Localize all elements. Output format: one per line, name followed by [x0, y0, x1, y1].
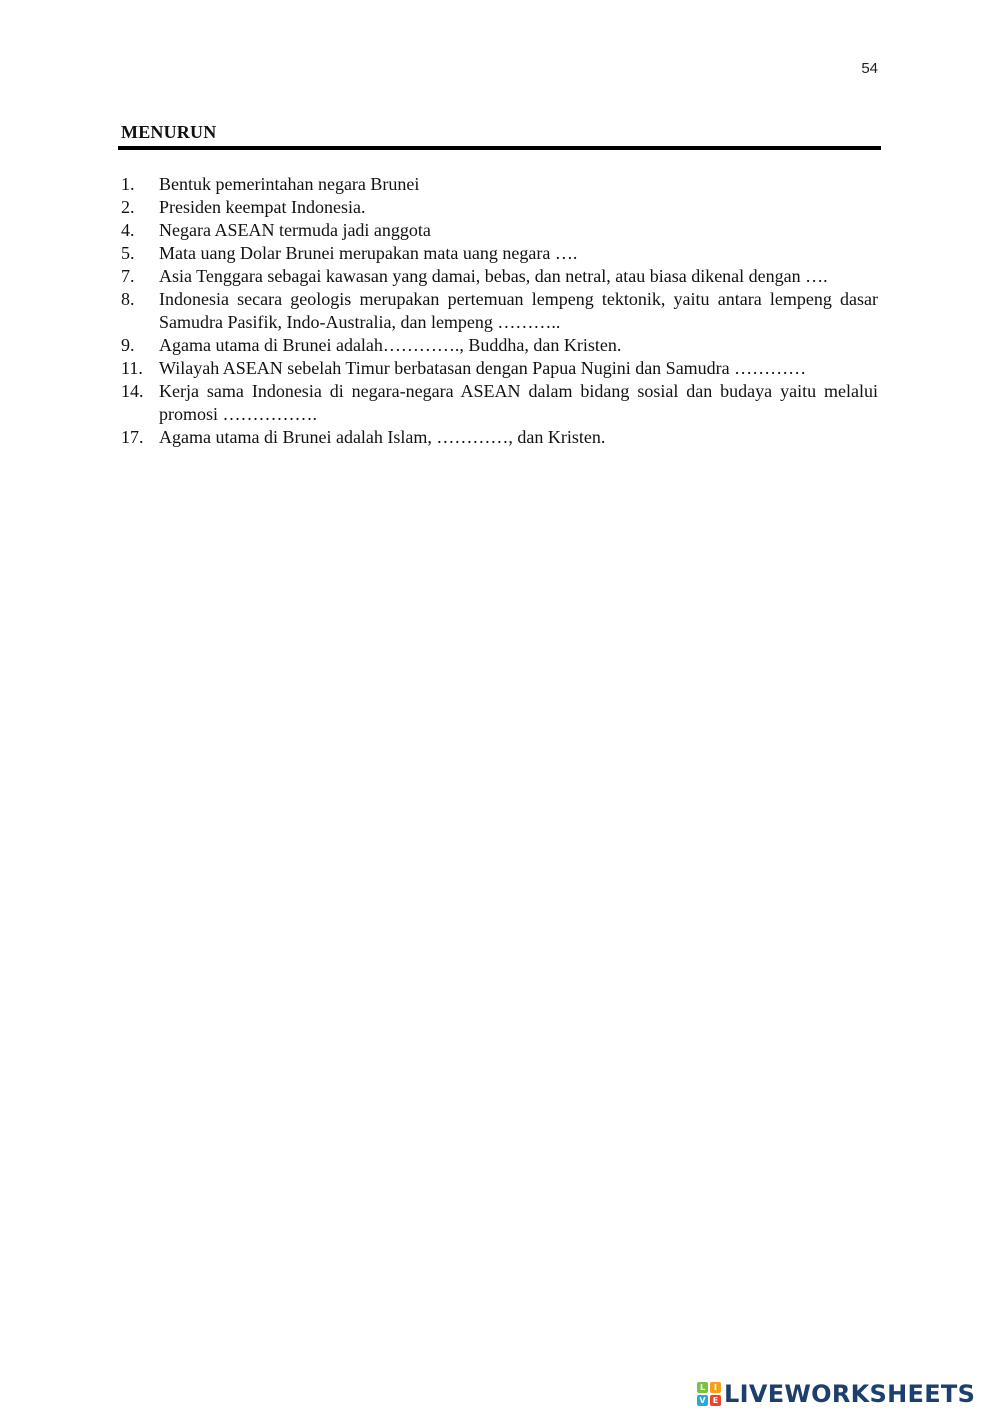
clue-number: 1. — [121, 174, 135, 194]
clue-item — [121, 288, 878, 334]
clue-item — [121, 265, 878, 288]
watermark-text: LIVEWORKSHEETS — [724, 1380, 976, 1408]
clue-number: 8. — [121, 289, 135, 309]
clue-text: Agama utama di Brunei adalah…………., Buddha, dan Kristen. — [159, 335, 622, 355]
page-number: 54 — [861, 60, 878, 77]
liveworksheets-watermark — [697, 1378, 975, 1410]
clue-number: 2. — [121, 197, 135, 217]
clue-text: Kerja sama Indonesia di negara-negara ASEAN dalam bidang sosial dan budaya yaitu melalui promosi ……………. — [159, 381, 878, 424]
logo-square-l: L — [697, 1382, 708, 1393]
clue-item — [121, 334, 878, 357]
clue-number: 9. — [121, 335, 135, 355]
clue-text: Asia Tenggara sebagai kawasan yang damai, bebas, dan netral, atau biasa dikenal dengan …. — [159, 266, 828, 286]
logo-square-e: E — [710, 1395, 721, 1406]
clue-item — [121, 219, 878, 242]
clue-text: Presiden keempat Indonesia. — [159, 197, 366, 217]
clue-number: 4. — [121, 220, 135, 240]
logo-square-v: V — [697, 1395, 708, 1406]
clue-text: Wilayah ASEAN sebelah Timur berbatasan dengan Papua Nugini dan Samudra ………… — [159, 358, 807, 378]
liveworksheets-logo-icon — [697, 1382, 721, 1406]
clue-list — [121, 173, 878, 449]
clue-item — [121, 173, 878, 196]
logo-square-i: I — [710, 1382, 721, 1393]
clue-number: 11. — [121, 358, 143, 378]
clue-number: 7. — [121, 266, 135, 286]
clue-item — [121, 357, 878, 380]
clue-text: Mata uang Dolar Brunei merupakan mata uang negara …. — [159, 243, 578, 263]
section-title: MENURUN — [121, 122, 217, 142]
clue-number: 5. — [121, 243, 135, 263]
clue-item — [121, 426, 878, 449]
clue-item — [121, 380, 878, 426]
clue-text: Negara ASEAN termuda jadi anggota — [159, 220, 431, 240]
clue-number: 14. — [121, 381, 144, 401]
clue-number: 17. — [121, 427, 144, 447]
clue-text: Bentuk pemerintahan negara Brunei — [159, 174, 420, 194]
title-divider — [118, 146, 881, 150]
clue-item — [121, 242, 878, 265]
clue-item — [121, 196, 878, 219]
clue-text: Agama utama di Brunei adalah Islam, …………, dan Kristen. — [159, 427, 606, 447]
clue-text: Indonesia secara geologis merupakan pertemuan lempeng tektonik, yaitu antara lempeng dasar Samudra Pasifik, Indo-Australia, dan lempeng ……….. — [159, 289, 878, 332]
